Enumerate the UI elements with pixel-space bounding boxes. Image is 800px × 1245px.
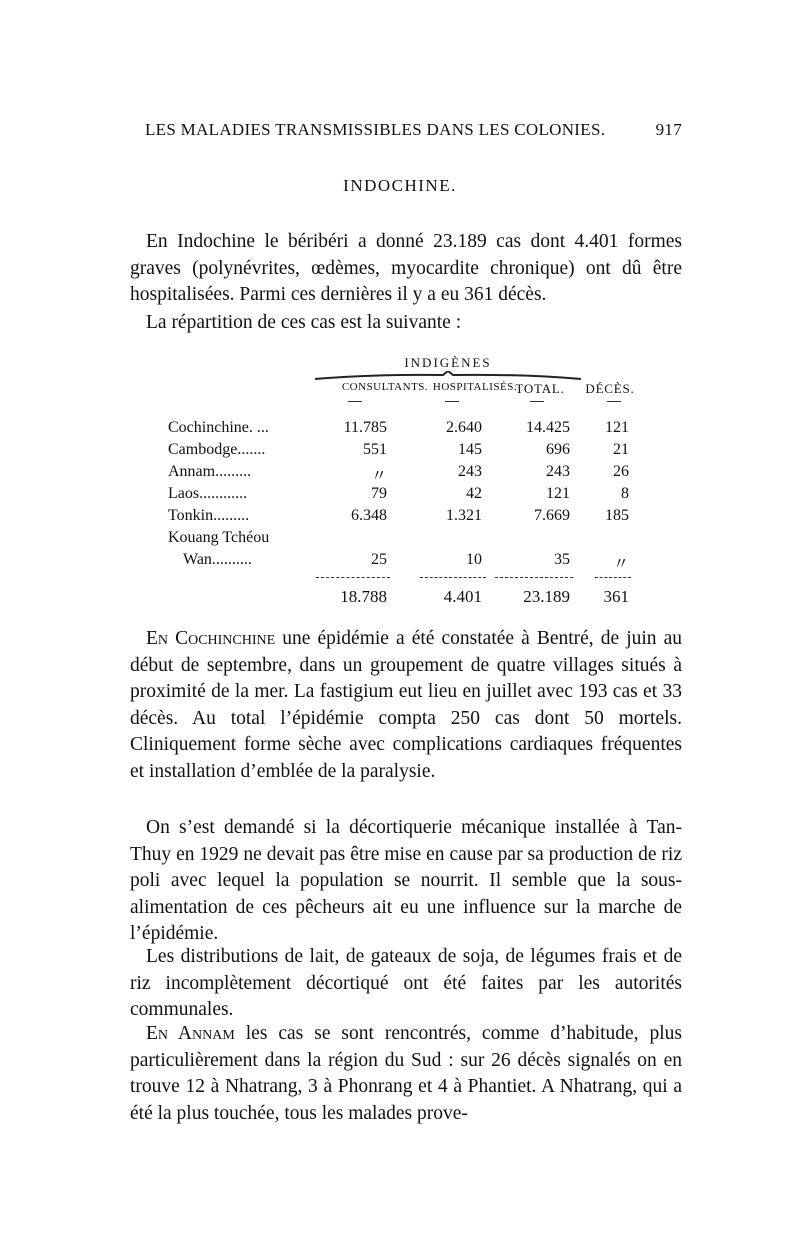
table-row bbox=[130, 529, 682, 551]
cell-deces: 〃 bbox=[612, 556, 629, 573]
section-title: INDOCHINE. bbox=[343, 176, 457, 195]
sum-line bbox=[420, 577, 486, 578]
row-label: Cochinchine. ... bbox=[168, 419, 269, 436]
cell-total: 696 bbox=[546, 441, 570, 458]
cochinchine-text: une épidémie a été constatée à Bentré, de juin au début de septembre, dans un groupement de quatre villages situés à proximité de la mer. La fastigium eut lieu en juillet avec 193 cas et 33 décès. Au total l’épidémie compta 250 cas dont 50 mortels. Cliniquement forme sèche avec complications cardiaques fréquentes et installation d’emblée de la paralysie. bbox=[130, 628, 682, 782]
total-total: 23.189 bbox=[523, 587, 570, 606]
cell-consultants: 79 bbox=[371, 485, 387, 502]
table-row bbox=[130, 551, 682, 573]
table-row bbox=[130, 507, 682, 529]
table-row bbox=[130, 463, 682, 485]
cell-deces: 21 bbox=[613, 441, 629, 458]
cell-deces: 26 bbox=[613, 463, 629, 480]
page-number: 917 bbox=[655, 120, 682, 139]
paragraph-decortiquerie: On s’est demandé si la décortiquerie mécanique installée à Tan-Thuy en 1929 ne devait pas être mise en cause par sa production de riz poli avec lequel la population se nourrit. Il semble que la sous-alimentation de ces pêcheurs ait eu une influence sur la marche de l’épidémie. bbox=[130, 817, 682, 944]
cell-deces: 121 bbox=[605, 419, 629, 436]
row-label: Kouang Tchéou bbox=[168, 529, 270, 546]
column-header-deces: DÉCÈS. bbox=[585, 381, 635, 396]
column-dash bbox=[445, 401, 459, 402]
column-dash bbox=[607, 401, 621, 402]
column-header-consultants: CONSULTANTS. bbox=[341, 381, 429, 393]
intro-paragraph-2: La répartition de ces cas est la suivante : bbox=[146, 312, 462, 333]
cell-hospitalises: 42 bbox=[466, 485, 482, 502]
sum-line bbox=[495, 577, 573, 578]
column-header-total: TOTAL. bbox=[515, 381, 565, 396]
table-row bbox=[130, 485, 682, 507]
row-label: Annam......... bbox=[168, 463, 252, 480]
row-label: Laos............ bbox=[168, 485, 248, 502]
cell-hospitalises: 1.321 bbox=[446, 507, 482, 524]
group-header-indigenes: INDIGÈNES bbox=[404, 355, 492, 370]
total-consultants: 18.788 bbox=[340, 587, 387, 606]
cell-total: 243 bbox=[546, 463, 570, 480]
row-label: Cambodge....... bbox=[168, 441, 266, 458]
paragraph-annam bbox=[130, 1021, 682, 1127]
running-head bbox=[145, 120, 682, 140]
annam-text: les cas se sont rencontrés, comme d’habitude, plus particulièrement dans la région du Sud : sur 26 décès signalés on en trouve 12 à Nhatrang, 3 à Phonrang et 4 à Phantiet. A Nhatrang, qui a été la plus touchée, tous les malades prove- bbox=[130, 1023, 683, 1124]
sum-line bbox=[316, 577, 390, 578]
paragraph-cochinchine bbox=[130, 626, 682, 785]
paragraph-distributions: Les distributions de lait, de gateaux de soja, de légumes frais et de riz incomplètement décortiqué ont été faites par les autorités communales. bbox=[130, 946, 682, 1020]
cell-deces: 185 bbox=[605, 507, 629, 524]
cell-total: 7.669 bbox=[534, 507, 570, 524]
cell-deces: 8 bbox=[621, 485, 629, 502]
cell-consultants: 〃 bbox=[370, 468, 387, 485]
row-label: Wan.......... bbox=[183, 551, 252, 568]
cell-hospitalises: 2.640 bbox=[446, 419, 482, 436]
running-title: LES MALADIES TRANSMISSIBLES DANS LES COLONIES. bbox=[145, 120, 606, 139]
row-label: Tonkin......... bbox=[168, 507, 250, 524]
cell-total: 121 bbox=[546, 485, 570, 502]
cell-hospitalises: 145 bbox=[458, 441, 482, 458]
column-dash bbox=[348, 401, 362, 402]
cell-consultants: 6.348 bbox=[351, 507, 387, 524]
total-hospitalises: 4.401 bbox=[443, 587, 482, 606]
cell-consultants: 25 bbox=[371, 551, 387, 568]
sum-line bbox=[595, 577, 631, 578]
cell-hospitalises: 243 bbox=[458, 463, 482, 480]
column-header-hospitalises: HOSPITALISÉS. bbox=[432, 381, 518, 393]
cell-total: 14.425 bbox=[526, 419, 570, 436]
table-row bbox=[130, 441, 682, 463]
cell-hospitalises: 10 bbox=[466, 551, 482, 568]
cases-table bbox=[130, 355, 682, 615]
column-dash bbox=[530, 401, 544, 402]
cell-total: 35 bbox=[554, 551, 570, 568]
group-brace-icon bbox=[313, 371, 583, 381]
total-deces: 361 bbox=[603, 587, 629, 606]
annam-heading: En Annam bbox=[146, 1023, 235, 1044]
table-row bbox=[130, 419, 682, 441]
cell-consultants: 11.785 bbox=[343, 419, 387, 436]
intro-paragraph-1: En Indochine le béribéri a donné 23.189 cas dont 4.401 formes graves (polynévrites, œdèmes, myocardite chronique) ont dû être hospitalisées. Parmi ces dernières il y a eu 361 décès. bbox=[130, 231, 682, 305]
cell-consultants: 551 bbox=[363, 441, 387, 458]
cochinchine-heading: En Cochinchine bbox=[146, 628, 276, 649]
